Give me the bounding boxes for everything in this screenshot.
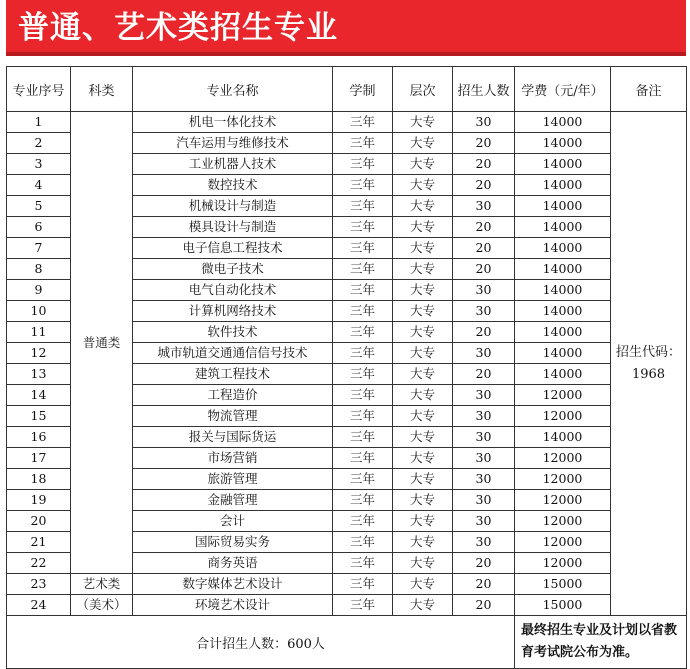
cell-name: 会计 [133, 511, 333, 532]
cell-seq: 23 [7, 574, 71, 595]
cell-name: 环境艺术设计 [133, 595, 333, 616]
cell-fee: 14000 [515, 196, 611, 217]
cell-category-general: 普通类 [71, 112, 133, 574]
cell-fee: 14000 [515, 427, 611, 448]
cell-fee: 12000 [515, 490, 611, 511]
table-row [7, 574, 687, 595]
cell-duration: 三年 [333, 595, 393, 616]
cell-quota: 30 [453, 427, 515, 448]
cell-seq: 14 [7, 385, 71, 406]
cell-level: 大专 [393, 112, 453, 133]
note-line2: 1968 [631, 366, 666, 382]
cell-level: 大专 [393, 469, 453, 490]
cell-name: 工程造价 [133, 385, 333, 406]
cell-name: 商务英语 [133, 553, 333, 574]
table-body [7, 112, 687, 616]
cell-seq: 24 [7, 595, 71, 616]
cell-duration: 三年 [333, 532, 393, 553]
cell-duration: 三年 [333, 553, 393, 574]
table-header-row [7, 67, 687, 112]
cell-quota: 30 [453, 469, 515, 490]
cell-name: 微电子技术 [133, 259, 333, 280]
table-row [7, 112, 687, 133]
cell-seq: 4 [7, 175, 71, 196]
cell-fee: 14000 [515, 301, 611, 322]
cell-name: 软件技术 [133, 322, 333, 343]
cell-level: 大专 [393, 511, 453, 532]
cell-seq: 13 [7, 364, 71, 385]
cell-level: 大专 [393, 154, 453, 175]
cell-name: 工业机器人技术 [133, 154, 333, 175]
cell-duration: 三年 [333, 427, 393, 448]
cell-name: 建筑工程技术 [133, 364, 333, 385]
cell-level: 大专 [393, 406, 453, 427]
cell-fee: 12000 [515, 553, 611, 574]
cell-fee: 14000 [515, 154, 611, 175]
cell-name: 国际贸易实务 [133, 532, 333, 553]
cell-duration: 三年 [333, 175, 393, 196]
header-fee: 学费（元/年） [515, 67, 611, 112]
cell-level: 大专 [393, 301, 453, 322]
cell-level: 大专 [393, 196, 453, 217]
cell-duration: 三年 [333, 574, 393, 595]
cell-seq: 20 [7, 511, 71, 532]
cell-duration: 三年 [333, 448, 393, 469]
cell-seq: 7 [7, 238, 71, 259]
cell-name: 数控技术 [133, 175, 333, 196]
cell-category-art-line2: （美术） [71, 595, 133, 616]
cell-quota: 20 [453, 553, 515, 574]
cell-fee: 14000 [515, 175, 611, 196]
footer-total: 合计招生人数：600人 [7, 616, 515, 669]
cell-level: 大专 [393, 322, 453, 343]
cell-duration: 三年 [333, 238, 393, 259]
majors-table-container [6, 66, 686, 669]
cell-seq: 3 [7, 154, 71, 175]
footer-note: 最终招生专业及计划以省教育考试院公布为准。 [515, 616, 687, 669]
cell-level: 大专 [393, 343, 453, 364]
cell-quota: 20 [453, 217, 515, 238]
header-quota: 招生人数 [453, 67, 515, 112]
cell-quota: 30 [453, 196, 515, 217]
cell-seq: 21 [7, 532, 71, 553]
header-name: 专业名称 [133, 67, 333, 112]
cell-level: 大专 [393, 385, 453, 406]
cell-seq: 15 [7, 406, 71, 427]
cell-level: 大专 [393, 490, 453, 511]
cell-quota: 30 [453, 280, 515, 301]
cell-seq: 19 [7, 490, 71, 511]
cell-fee: 14000 [515, 238, 611, 259]
cell-seq: 10 [7, 301, 71, 322]
cell-name: 城市轨道交通通信信号技术 [133, 343, 333, 364]
cell-duration: 三年 [333, 511, 393, 532]
cell-quota: 30 [453, 406, 515, 427]
cell-seq: 11 [7, 322, 71, 343]
cell-quota: 20 [453, 322, 515, 343]
cell-seq: 9 [7, 280, 71, 301]
cell-seq: 12 [7, 343, 71, 364]
table-row [7, 595, 687, 616]
cell-fee: 14000 [515, 322, 611, 343]
majors-table [6, 66, 687, 669]
cell-quota: 30 [453, 301, 515, 322]
header-note: 备注 [611, 67, 687, 112]
cell-quota: 20 [453, 595, 515, 616]
cell-quota: 20 [453, 175, 515, 196]
cell-quota: 30 [453, 511, 515, 532]
cell-fee: 12000 [515, 448, 611, 469]
cell-duration: 三年 [333, 154, 393, 175]
cell-quota: 20 [453, 364, 515, 385]
cell-seq: 8 [7, 259, 71, 280]
cell-fee: 12000 [515, 406, 611, 427]
cell-name: 机电一体化技术 [133, 112, 333, 133]
cell-level: 大专 [393, 448, 453, 469]
cell-name: 模具设计与制造 [133, 217, 333, 238]
cell-seq: 17 [7, 448, 71, 469]
header-level: 层次 [393, 67, 453, 112]
cell-category-art-line1: 艺术类 [71, 574, 133, 595]
cell-fee: 14000 [515, 259, 611, 280]
cell-level: 大专 [393, 574, 453, 595]
cell-fee: 14000 [515, 280, 611, 301]
cell-note [611, 112, 687, 616]
cell-level: 大专 [393, 364, 453, 385]
cell-fee: 14000 [515, 364, 611, 385]
cell-seq: 1 [7, 112, 71, 133]
cell-duration: 三年 [333, 343, 393, 364]
cell-seq: 16 [7, 427, 71, 448]
cell-duration: 三年 [333, 112, 393, 133]
cell-level: 大专 [393, 532, 453, 553]
cell-level: 大专 [393, 427, 453, 448]
cell-name: 金融管理 [133, 490, 333, 511]
cell-seq: 5 [7, 196, 71, 217]
cell-level: 大专 [393, 553, 453, 574]
cell-name: 计算机网络技术 [133, 301, 333, 322]
cell-level: 大专 [393, 217, 453, 238]
cell-quota: 30 [453, 532, 515, 553]
cell-quota: 20 [453, 259, 515, 280]
banner-title: 普通、艺术类招生专业 [18, 10, 338, 46]
cell-fee: 14000 [515, 133, 611, 154]
cell-fee: 14000 [515, 217, 611, 238]
cell-quota: 20 [453, 238, 515, 259]
cell-quota: 20 [453, 133, 515, 154]
cell-duration: 三年 [333, 301, 393, 322]
cell-name: 物流管理 [133, 406, 333, 427]
cell-level: 大专 [393, 175, 453, 196]
cell-quota: 30 [453, 448, 515, 469]
header-seq: 专业序号 [7, 67, 71, 112]
cell-fee: 12000 [515, 532, 611, 553]
cell-quota: 30 [453, 343, 515, 364]
cell-name: 电子信息工程技术 [133, 238, 333, 259]
cell-quota: 20 [453, 574, 515, 595]
cell-level: 大专 [393, 259, 453, 280]
cell-fee: 15000 [515, 574, 611, 595]
cell-duration: 三年 [333, 196, 393, 217]
cell-duration: 三年 [333, 406, 393, 427]
cell-fee: 14000 [515, 343, 611, 364]
cell-fee: 12000 [515, 511, 611, 532]
cell-level: 大专 [393, 133, 453, 154]
cell-duration: 三年 [333, 364, 393, 385]
cell-seq: 18 [7, 469, 71, 490]
cell-seq: 22 [7, 553, 71, 574]
cell-fee: 12000 [515, 469, 611, 490]
cell-duration: 三年 [333, 259, 393, 280]
cell-duration: 三年 [333, 322, 393, 343]
cell-duration: 三年 [333, 469, 393, 490]
cell-fee: 12000 [515, 385, 611, 406]
header-category: 科类 [71, 67, 133, 112]
cell-name: 旅游管理 [133, 469, 333, 490]
cell-duration: 三年 [333, 385, 393, 406]
cell-duration: 三年 [333, 280, 393, 301]
page-banner [6, 0, 686, 56]
table-footer-row [7, 616, 687, 669]
cell-name: 数字媒体艺术设计 [133, 574, 333, 595]
cell-quota: 30 [453, 385, 515, 406]
cell-level: 大专 [393, 595, 453, 616]
cell-name: 汽车运用与维修技术 [133, 133, 333, 154]
cell-quota: 30 [453, 112, 515, 133]
cell-duration: 三年 [333, 490, 393, 511]
note-line1: 招生代码： [615, 344, 681, 360]
cell-quota: 20 [453, 154, 515, 175]
cell-quota: 30 [453, 490, 515, 511]
cell-fee: 15000 [515, 595, 611, 616]
cell-seq: 2 [7, 133, 71, 154]
cell-level: 大专 [393, 280, 453, 301]
cell-duration: 三年 [333, 133, 393, 154]
cell-level: 大专 [393, 238, 453, 259]
cell-duration: 三年 [333, 217, 393, 238]
cell-seq: 6 [7, 217, 71, 238]
cell-name: 机械设计与制造 [133, 196, 333, 217]
header-duration: 学制 [333, 67, 393, 112]
cell-name: 市场营销 [133, 448, 333, 469]
cell-name: 报关与国际货运 [133, 427, 333, 448]
cell-name: 电气自动化技术 [133, 280, 333, 301]
cell-fee: 14000 [515, 112, 611, 133]
